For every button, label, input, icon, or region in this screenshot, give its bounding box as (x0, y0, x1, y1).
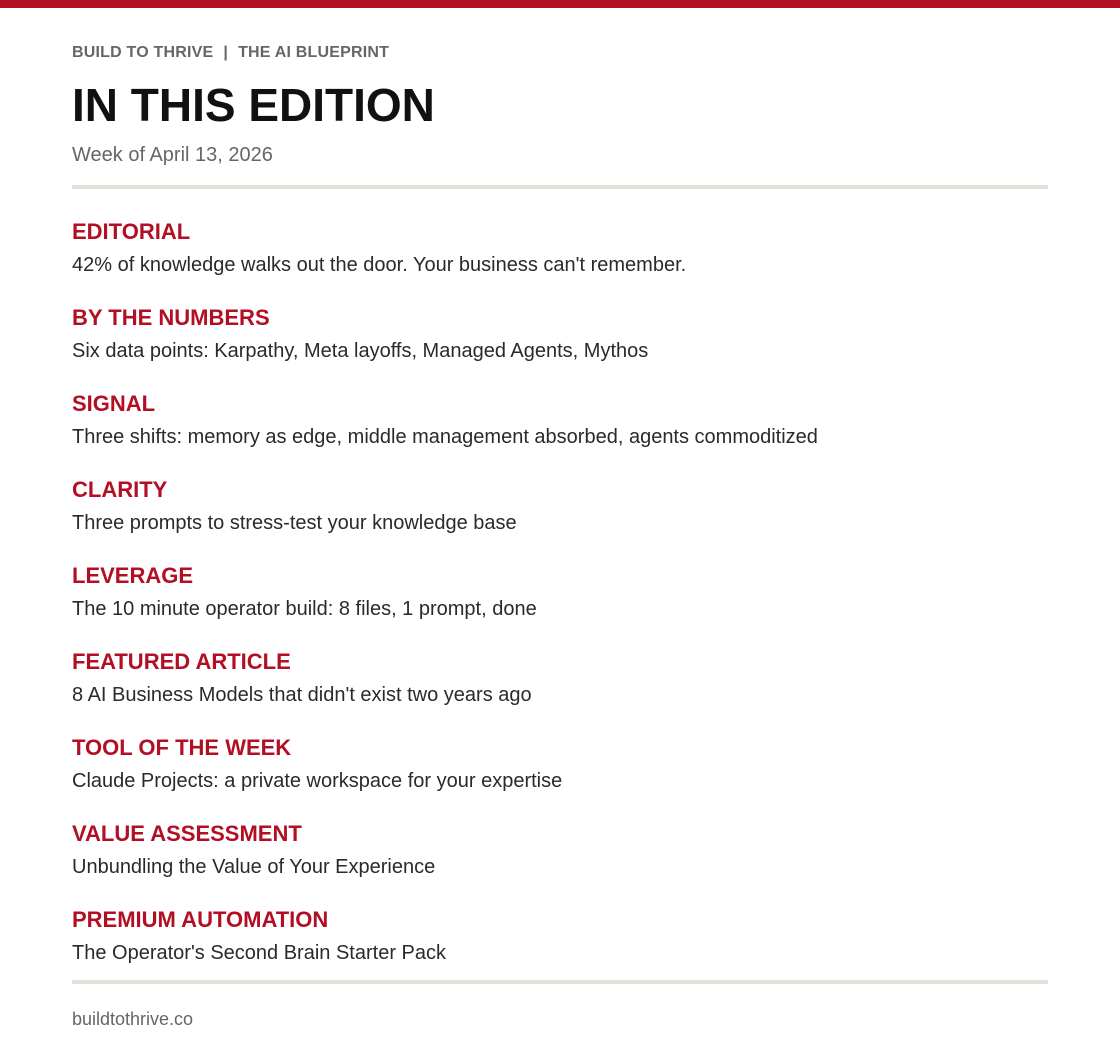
header-divider (72, 185, 1048, 189)
section-label: TOOL OF THE WEEK (72, 735, 292, 760)
kicker (72, 44, 389, 62)
section-description: Six data points: Karpathy, Meta layoffs, Managed Agents, Mythos (72, 340, 649, 362)
section-label: SIGNAL (72, 391, 156, 416)
section-description: 8 AI Business Models that didn't exist two years ago (72, 684, 532, 706)
section-description: 42% of knowledge walks out the door. Your business can't remember. (72, 254, 687, 276)
section-description: Three shifts: memory as edge, middle management absorbed, agents commoditized (72, 426, 818, 448)
section-label: VALUE ASSESSMENT (72, 821, 302, 846)
section-clarity[interactable] (72, 476, 1048, 562)
section-list (72, 218, 1048, 992)
section-featured-article[interactable] (72, 648, 1048, 734)
section-description: The Operator's Second Brain Starter Pack (72, 942, 446, 964)
brand-name: BUILD TO THRIVE (72, 44, 214, 61)
section-label: CLARITY (72, 477, 168, 502)
section-leverage[interactable] (72, 562, 1048, 648)
section-tool-of-the-week[interactable] (72, 734, 1048, 820)
page-title: IN THIS EDITION (72, 79, 435, 131)
footer-divider (72, 980, 1048, 984)
section-label: EDITORIAL (72, 219, 191, 244)
section-description: Claude Projects: a private workspace for your expertise (72, 770, 563, 792)
section-label: BY THE NUMBERS (72, 305, 270, 330)
section-label: PREMIUM AUTOMATION (72, 907, 329, 932)
section-by-the-numbers[interactable] (72, 304, 1048, 390)
section-value-assessment[interactable] (72, 820, 1048, 906)
section-description: The 10 minute operator build: 8 files, 1 prompt, done (72, 598, 537, 620)
section-description: Three prompts to stress-test your knowledge base (72, 512, 517, 534)
edition-date: Week of April 13, 2026 (72, 144, 273, 166)
kicker-separator: | (223, 44, 229, 61)
section-description: Unbundling the Value of Your Experience (72, 856, 436, 878)
section-label: FEATURED ARTICLE (72, 649, 291, 674)
footer-site-link[interactable]: buildtothrive.co (72, 1009, 194, 1029)
top-accent-bar (0, 0, 1120, 8)
series-name: THE AI BLUEPRINT (238, 44, 390, 61)
section-label: LEVERAGE (72, 563, 194, 588)
section-signal[interactable] (72, 390, 1048, 476)
section-editorial[interactable] (72, 218, 1048, 304)
